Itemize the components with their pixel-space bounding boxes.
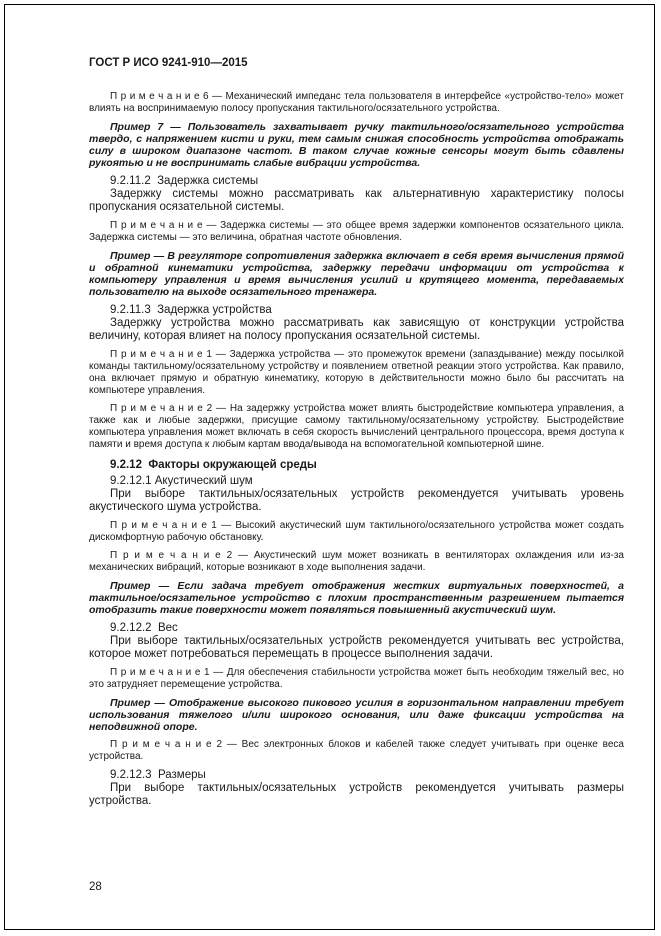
section-heading: 9.2.12.3 Размеры <box>110 769 206 781</box>
example-paragraph: Пример — В регуляторе сопротивления задержка включает в себя время вычисления прямой и обратной кинематики устройства, задержку передачи информации от устройства к компьютеру управления и время вычисления усилий и крутящего момента, передаваемых пользователю на выходе осязательного тренажера. <box>89 250 624 298</box>
page-content <box>89 57 624 808</box>
page <box>4 4 655 930</box>
example-paragraph: Пример — Отображение высокого пикового усилия в горизонтальном направлении требует использования тяжелого и/или широкого основания, или даже фиксации устройства на неподвижной опоре. <box>89 697 624 733</box>
page-number: 28 <box>89 881 102 893</box>
note-paragraph: П р и м е ч а н и е 2 — На задержку устройства может влиять быстродействие компьютера управления, а также как и любые задержки, присущие самому тактильному/осязательному устройству. Быстродействие компьютера управления может включать в себя скорость вычислений центрального процессора, время доступа к памяти и время доступа к любым картам ввода/вывода на вспомогательной компьютерной шине. <box>89 403 624 450</box>
note-paragraph: П р и м е ч а н и е 1 — Для обеспечения стабильности устройства может быть необходим тяжелый вес, но это затрудняет перемещение устройства. <box>89 667 624 690</box>
section-heading: 9.2.11.3 Задержка устройства <box>110 304 272 316</box>
note-paragraph: П р и м е ч а н и е 6 — Механический импеданс тела пользователя в интерфейсе «устройство-тело» может влиять на воспринимаемую полосу пропускания тактильного/осязательного устройства. <box>89 91 624 114</box>
section-heading: 9.2.12.2 Вес <box>110 622 178 634</box>
note-paragraph: П р и м е ч а н и е 2 — Акустический шум может возникать в вентиляторах охлаждения или из-за механических вибраций, которые возникают в ходе выполнения задачи. <box>89 550 624 573</box>
section-heading: 9.2.11.2 Задержка системы <box>110 175 259 187</box>
section-heading: 9.2.12.1 Акустический шум <box>110 475 253 487</box>
section-heading: 9.2.12 Факторы окружающей среды <box>110 459 317 471</box>
note-paragraph: П р и м е ч а н и е — Задержка системы — это общее время задержки компонентов осязательного цикла. Задержка системы — это величина, обратная частоте обновления. <box>89 220 624 243</box>
document-header: ГОСТ Р ИСО 9241-910—2015 <box>89 57 248 69</box>
body-paragraph: При выборе тактильных/осязательных устройств рекомендуется учитывать вес устройства, которое может потребоваться перемещать в процессе выполнения задачи. <box>89 635 624 660</box>
example-paragraph: Пример — Если задача требует отображения жестких виртуальных поверхностей, а тактильное/осязательное устройство с плохим пространственным разрешением пытается отобразить такие поверхности может появляться повышенный акустический шум. <box>89 580 624 616</box>
body-paragraph: При выборе тактильных/осязательных устройств рекомендуется учитывать размеры устройства. <box>89 782 624 807</box>
example-paragraph: Пример 7 — Пользователь захватывает ручку тактильного/осязательного устройства твердо, с напряжением кисти и руки, тем самым снижая способность устройства отображать силу в широком диапазоне частот. В таком случае кожные сенсоры могут быть сдавлены рукоятью и не воспринимать слабые вибрации устройства. <box>89 121 624 169</box>
body-paragraph: Задержку системы можно рассматривать как альтернативную характеристику полосы пропускания осязательной системы. <box>89 188 624 213</box>
body-paragraph: Задержку устройства можно рассматривать как зависящую от конструкции устройства величину, которая влияет на полосу пропускания осязательной системы. <box>89 317 624 342</box>
note-paragraph: П р и м е ч а н и е 2 — Вес электронных блоков и кабелей также следует учитывать при оценке веса устройства. <box>89 739 624 762</box>
note-paragraph: П р и м е ч а н и е 1 — Высокий акустический шум тактильного/осязательного устройства может создать дискомфортную рабочую обстановку. <box>89 520 624 543</box>
body-paragraph: При выборе тактильных/осязательных устройств рекомендуется учитывать уровень акустического шума устройства. <box>89 488 624 513</box>
note-paragraph: П р и м е ч а н и е 1 — Задержка устройства — это промежуток времени (запаздывание) между посылкой команды тактильному/осязательному устройству и появлением ответной реакции этого устройства. Как правило, она включает прямую и обратную кинематику, которую в действительности можно было бы рассчитать на компьютере управления. <box>89 349 624 396</box>
